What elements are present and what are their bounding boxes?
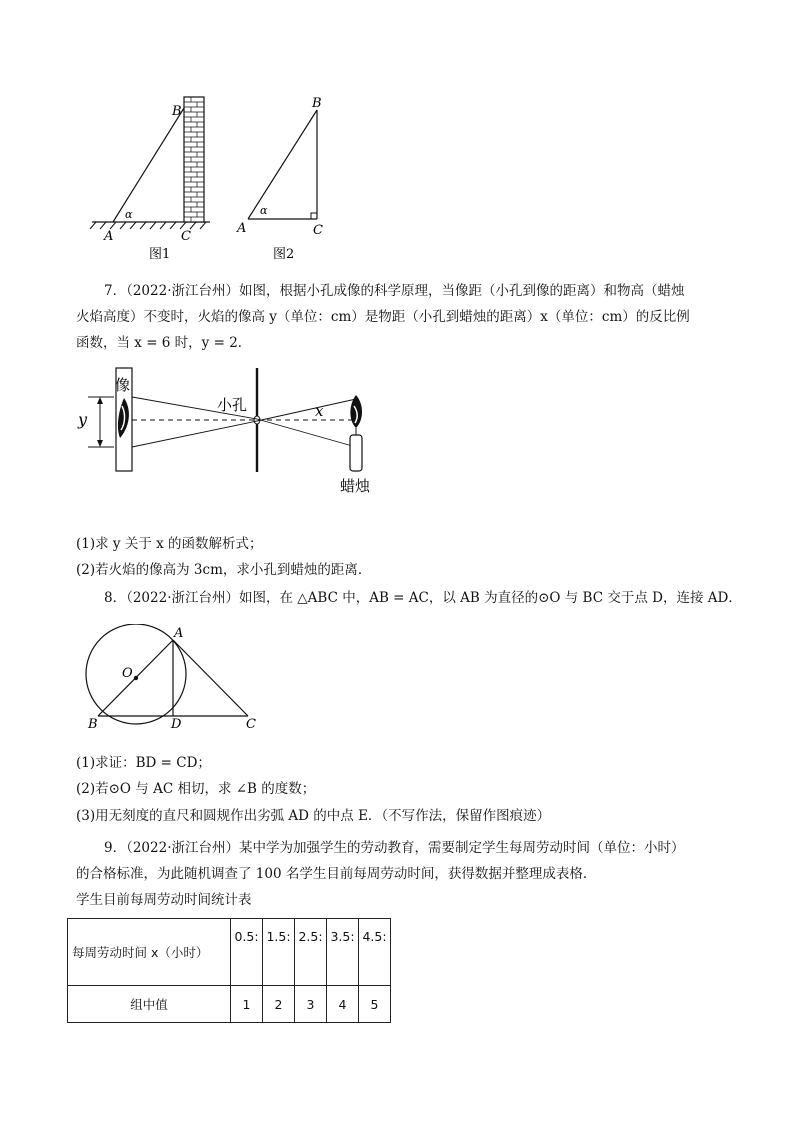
q9-table-title: 学生目前每周劳动时间统计表 xyxy=(76,892,252,908)
fig2-label-B: B xyxy=(312,96,322,111)
q7-line-2: 火焰高度）不变时，火焰的像高 y（单位：cm）是物距（小孔到蜡烛的距离）x（单位：cm）的反比例 xyxy=(76,309,690,325)
ray-2 xyxy=(132,421,257,447)
fig2-label-alpha: α xyxy=(260,204,268,217)
ladder-line xyxy=(113,108,184,222)
circle-O xyxy=(86,624,186,724)
top-figures xyxy=(80,90,380,270)
brick-wall xyxy=(184,97,204,222)
q9-line-1: 9．（2022·浙江台州）某中学为加强学生的劳动教育，需要制定学生每周劳动时间（单位：小时） xyxy=(104,840,685,856)
stats-table xyxy=(67,918,391,1023)
q9-line-2: 的合格标准，为此随机调查了 100 名学生目前每周劳动时间，获得数据并整理成表格． xyxy=(76,866,597,882)
image-label: 像 xyxy=(115,376,131,394)
fig1-label-B: B xyxy=(172,104,182,119)
figure-2 xyxy=(236,96,323,262)
right-angle-mark xyxy=(311,213,317,219)
hole-label: 小孔 xyxy=(217,396,248,414)
midpoint-cell: 3 xyxy=(295,986,327,1023)
fig1-label-A: A xyxy=(104,229,114,244)
side-AB xyxy=(248,110,317,219)
center-dot xyxy=(134,676,138,680)
label-O: O xyxy=(122,666,133,681)
table-row xyxy=(68,986,391,1023)
fig2-label-A: A xyxy=(237,221,247,236)
fig2-label-C: C xyxy=(313,223,323,238)
midpoint-cell: 1 xyxy=(231,986,263,1023)
fig1-label-C: C xyxy=(181,229,191,244)
figure-1 xyxy=(90,97,210,262)
midpoint-cell: 2 xyxy=(263,986,295,1023)
q7-sub-2: (2)若火焰的像高为 3cm，求小孔到蜡烛的距离． xyxy=(76,562,372,578)
q7-sub-1: (1)求 y 关于 x 的函数解析式； xyxy=(76,536,263,552)
interval-cell: 3.5: xyxy=(327,919,359,986)
ray-4 xyxy=(257,399,356,421)
segment-AC xyxy=(173,640,248,716)
q8-sub-1: (1)求证：BD = CD； xyxy=(76,755,211,771)
fig2-caption: 图2 xyxy=(273,247,295,262)
table-row2-label: 组中值 xyxy=(68,986,231,1023)
x-label: x xyxy=(315,402,324,420)
q8-line-1: 8．（2022·浙江台州）如图，在 △ABC 中，AB = AC，以 AB 为直径的⊙O 与 BC 交于点 D，连接 AD． xyxy=(104,590,742,606)
midpoint-cell: 4 xyxy=(327,986,359,1023)
label-B: B xyxy=(88,717,98,732)
table-row xyxy=(68,919,391,986)
q8-sub-3: (3)用无刻度的直尺和圆规作出劣弧 AD 的中点 E．（不写作法，保留作图痕迹） xyxy=(76,808,551,824)
table-header-label: 每周劳动时间 x（小时） xyxy=(68,919,231,986)
label-A: A xyxy=(174,626,184,641)
label-C: C xyxy=(246,717,256,732)
label-D: D xyxy=(171,717,182,732)
interval-cell: 0.5: xyxy=(231,919,263,986)
fig1-caption: 图1 xyxy=(149,247,171,262)
ray-3 xyxy=(257,419,356,447)
midpoint-cell: 5 xyxy=(359,986,391,1023)
interval-cell: 2.5: xyxy=(295,919,327,986)
q7-line-1: 7．（2022·浙江台州）如图，根据小孔成像的科学原理，当像距（小孔到像的距离）和物高（蜡烛 xyxy=(104,283,685,299)
q8-sub-2: (2)若⊙O 与 AC 相切，求 ∠B 的度数； xyxy=(76,781,316,797)
q7-line-3: 函数，当 x = 6 时，y = 2． xyxy=(76,335,252,351)
interval-cell: 4.5: xyxy=(359,919,391,986)
pinhole-figure xyxy=(74,362,394,502)
candle-label: 蜡烛 xyxy=(340,477,371,495)
circle-figure xyxy=(78,624,268,734)
y-label: y xyxy=(78,410,88,429)
interval-cell: 1.5: xyxy=(263,919,295,986)
fig1-label-alpha: α xyxy=(125,208,133,221)
ground-hatch xyxy=(90,222,206,229)
candle-body xyxy=(350,435,362,471)
